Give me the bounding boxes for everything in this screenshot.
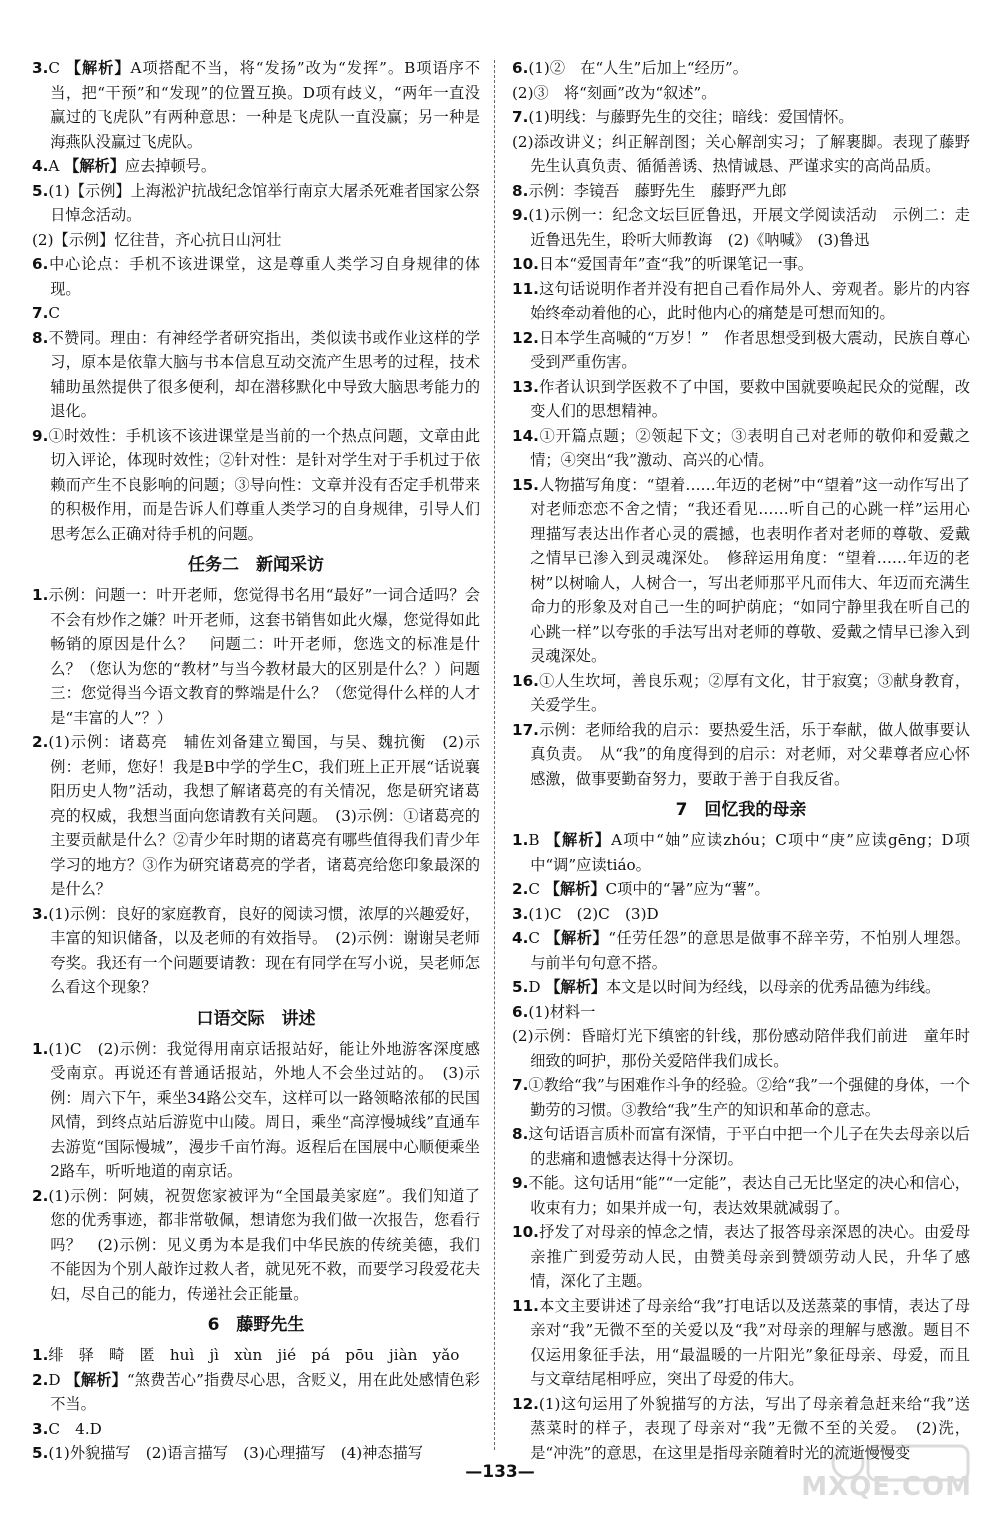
answer-item: 13.作者认识到学医救不了中国，要救中国就要唤起民众的觉醒，改变人们的思想精神。 — [512, 377, 970, 420]
answer-item: 12.(1)这句运用了外貌描写的方法，写出了母亲着急赶来给“我”送蒸菜时的样子，表现了母亲对“我”无微不至的关爱。 (2)洗，是“冲洗”的意思，在这里是指母亲随着时光的流逝慢慢变 — [512, 1394, 970, 1462]
watermark-text: MXQE.COM — [801, 1472, 972, 1502]
answer-item: 1.示例：问题一：叶开老师，您觉得书名用“最好”一词合适吗？会不会有炒作之嫌？叶开老师，这套书销售如此火爆，您觉得如此畅销的原因是什么？ 问题二：叶开老师，您选文的标准是什么？（您认为您的“教材”与当今教材最大的区别是什么？）问题三：您觉得当今语文教育的弊端是什么？（您觉得什么样的人才是“丰富的人”？） — [32, 586, 480, 727]
answer-item: 1.B 【解析】A项中“妯”应读zhóu；C项中“庚”应读gēng；D项中“调”应读tiáo。 — [512, 831, 970, 874]
section-heading: 6 藤野先生 — [207, 1315, 305, 1335]
answer-item: 10.抒发了对母亲的悼念之情，表达了报答母亲深恩的决心。由爱母亲推广到爱劳动人民，由赞美母亲到赞颂劳动人民，升华了感情，深化了主题。 — [512, 1223, 970, 1290]
answer-item: 5.(1)【示例】上海淞沪抗战纪念馆举行南京大屠杀死难者国家公祭日悼念活动。 — [32, 181, 480, 224]
answer-item: (2)③ 将“刻画”改为“叙述”。 — [512, 83, 717, 102]
answer-item: 3.C 4.D — [32, 1419, 102, 1438]
answer-item: 6.中心论点：手机不该进课堂，这是尊重人类学习自身规律的体现。 — [32, 255, 480, 298]
answer-item: 8.这句话语言质朴而富有深情，于平白中把一个儿子在失去母亲以后的悲痛和遗憾表达得十分深切。 — [512, 1125, 970, 1168]
answer-item: 2.D 【解析】“煞费苦心”指费尽心思，含贬义，用在此处感情色彩不当。 — [32, 1370, 480, 1413]
section-heading: 任务二 新闻采访 — [188, 555, 324, 575]
answer-item: 15.人物描写角度：“望着……年迈的老树”中“望着”这一动作写出了对老师恋恋不舍之情；“我还看见……听自己的心跳一样”运用心理描写表达出作者心灵的震撼，也表明作者对老师的尊敬、爱戴之情早已渗入到灵魂深处。 修辞运用角度：“望着……年迈的老树”以树喻人，人树合一，写出老师那平凡而伟大、年迈而充满生命力的形象及对自己一生的呵护荫庇；“如同宁静里我在听自己的心跳一样”以夸张的手法写出对老师的尊敬、爱戴之情早已渗入到灵魂深处。 — [512, 475, 970, 665]
answer-item: (2)【示例】忆往昔，齐心抗日山河壮 — [32, 230, 282, 249]
column-divider — [494, 60, 495, 1450]
answer-item: 17.示例：老师给我的启示：要热爱生活，乐于奉献，做人做事要认真负责。 从“我”的角度得到的启示：对老师，对父辈尊者应心怀感激，做事要勤奋努力，要敢于善于自我反省。 — [512, 720, 970, 788]
answer-item: 10.日本“爱国青年”查“我”的听课笔记一事。 — [512, 255, 813, 273]
answer-item: 9.(1)示例一：纪念文坛巨匠鲁迅，开展文学阅读活动 示例二：走近鲁迅先生，聆听大师教诲 (2)《呐喊》 (3)鲁迅 — [512, 206, 970, 249]
answer-item: 1.绯 驿 畸 匿 huì jì xùn jié pá pōu jiàn yǎo — [32, 1346, 460, 1364]
answer-item: 9.①时效性：手机该不该进课堂是当前的一个热点问题，文章由此切入评论，体现时效性；②针对性：是针对学生对于手机过于依赖而产生不良影响的问题；③导向性：文章并没有否定手机带来的积极作用，而是告诉人们尊重人类学习的自身规律，引导人们思考怎么正确对待手机的问题。 — [32, 426, 480, 543]
answer-item: 7.C — [32, 304, 60, 322]
answer-item: 16.①人生坎坷，善良乐观；②厚有文化，甘于寂寞；③献身教育，关爱学生。 — [512, 671, 970, 714]
answer-item: 5.(1)外貌描写 (2)语言描写 (3)心理描写 (4)神态描写 — [32, 1444, 423, 1462]
answer-item: (2)示例：昏暗灯光下缜密的针线，那份感动陪伴我们前进 童年时细致的呵护，那份关爱陪伴我们成长。 — [512, 1027, 970, 1070]
answer-item: 8.不赞同。理由：有神经学者研究指出，类似读书或作业这样的学习，原本是依靠大脑与书本信息互动交流产生思考的过程，技术辅助虽然提供了很多便利，却在潜移默化中导致大脑思考能力的退化。 — [32, 328, 480, 420]
answer-item: 3.C 【解析】A项搭配不当，将“发扬”改为“发挥”。B项语序不当，把“干预”和“发现”的位置互换。D项有歧义，“两年一直没赢过的飞虎队”有两种意思：一种是飞虎队一直没赢；另一种是海燕队没赢过飞虎队。 — [32, 59, 481, 151]
answer-item: 4.C 【解析】“任劳任怨”的意思是做事不辞辛劳，不怕别人埋怨。与前半句句意不搭。 — [512, 929, 971, 972]
answer-item: 9.不能。这句话用“能”“一定能”，表达自己无比坚定的决心和信心，收束有力；如果并成一句，表达效果就减弱了。 — [512, 1174, 970, 1217]
answer-item: 4.A 【解析】应去掉顿号。 — [32, 157, 217, 175]
section-heading: 7 回忆我的母亲 — [675, 800, 807, 820]
answer-item: 2.(1)示例：阿姨，祝贺您家被评为“全国最美家庭”。我们知道了您的优秀事迹，都非常敬佩，想请您为我们做一次报告，您看行吗？ (2)示例：见义勇为本是我们中华民族的传统美德，我们不能因为个别人敲诈过救人者，就见死不救，而要学习段爱花夫妇，尽自己的能力，传递社会正能量。 — [32, 1186, 480, 1303]
answer-item: 8.示例：李镜吾 藤野先生 藤野严九郎 — [512, 181, 787, 200]
section-heading: 口语交际 讲述 — [196, 1008, 316, 1029]
answer-item: 7.(1)明线：与藤野先生的交往；暗线：爱国情怀。 — [512, 108, 854, 126]
answer-item: 5.D 【解析】本文是以时间为经线，以母亲的优秀品德为纬线。 — [512, 978, 941, 996]
answer-item: 11.本文主要讲述了母亲给“我”打电话以及送蒸菜的事情，表达了母亲对“我”无微不至的关爱以及“我”对母亲的理解与感激。题目不仅运用象征手法，用“最温暖的一片阳光”象征母亲、母爱，而且与文章结尾相呼应，突出了母爱的伟大。 — [512, 1296, 970, 1388]
answer-item: 1.(1)C (2)示例：我觉得用南京话报站好，能让外地游客深度感受南京。再说还有普通话报站，外地人不会坐过站的。 (3)示例：周六下午，乘坐34路公交车，这样可以一路领略浓郁的民国风情，到终点站后游览中山陵。周日，乘坐“高淳慢城线”直通车去游览“国际慢城”，漫步千亩竹海。返程后在国展中心顺便乘坐2路车，听听地道的南京话。 — [32, 1039, 480, 1180]
answer-item: 3.(1)C (2)C (3)D — [512, 904, 659, 923]
answer-item: 7.①教给“我”与困难作斗争的经验。②给“我”一个强健的身体，一个勤劳的习惯。③教给“我”生产的知识和革命的意志。 — [512, 1076, 970, 1119]
answer-item: 6.(1)② 在“人生”后加上“经历”。 — [512, 59, 748, 77]
answer-item: 12.日本学生高喊的“万岁！” 作者思想受到极大震动，民族自尊心受到严重伤害。 — [512, 328, 970, 371]
answer-item: (2)添改讲义；纠正解剖图；关心解剖实习；了解裹脚。表现了藤野先生认真负责、循循善诱、热情诚恳、严谨求实的高尚品质。 — [512, 132, 970, 175]
answer-item: 14.①开篇点题；②领起下文；③表明自己对老师的敬仰和爱戴之情；④突出“我”激动、高兴的心情。 — [512, 426, 970, 469]
watermark-logo — [801, 1444, 978, 1504]
answer-item: 2.C 【解析】C项中的“暑”应为“薯”。 — [512, 880, 770, 898]
page-number: —133— — [465, 1462, 535, 1482]
left-column — [32, 56, 480, 1466]
answer-item: 11.这句话说明作者并没有把自己看作局外人、旁观者。影片的内容始终牵动着他的心，此时他内心的痛楚是可想而知的。 — [512, 279, 970, 322]
answer-item: 3.(1)示例：良好的家庭教育，良好的阅读习惯，浓厚的兴趣爱好，丰富的知识储备，以及老师的有效指导。 (2)示例：谢谢吴老师夸奖。我还有一个问题要请教：现在有同学在写小说，吴老师怎么看这个现象？ — [32, 904, 480, 996]
answer-item: 6.(1)材料一 — [512, 1002, 596, 1021]
right-column — [512, 56, 970, 1465]
answer-item: 2.(1)示例：诸葛亮 辅佐刘备建立蜀国，与吴、魏抗衡 (2)示例：老师，您好！我是B中学的学生C，我们班上正开展“话说襄阳历史人物”活动，我想了解诸葛亮的有关情况，您是研究诸葛亮的权威，我想当面向您请教有关问题。 (3)示例：①诸葛亮的主要贡献是什么？②青少年时期的诸葛亮有哪些值得我们青少年学习的地方？③作为研究诸葛亮的学者，诸葛亮给您印象最深的是什么？ — [32, 733, 480, 898]
